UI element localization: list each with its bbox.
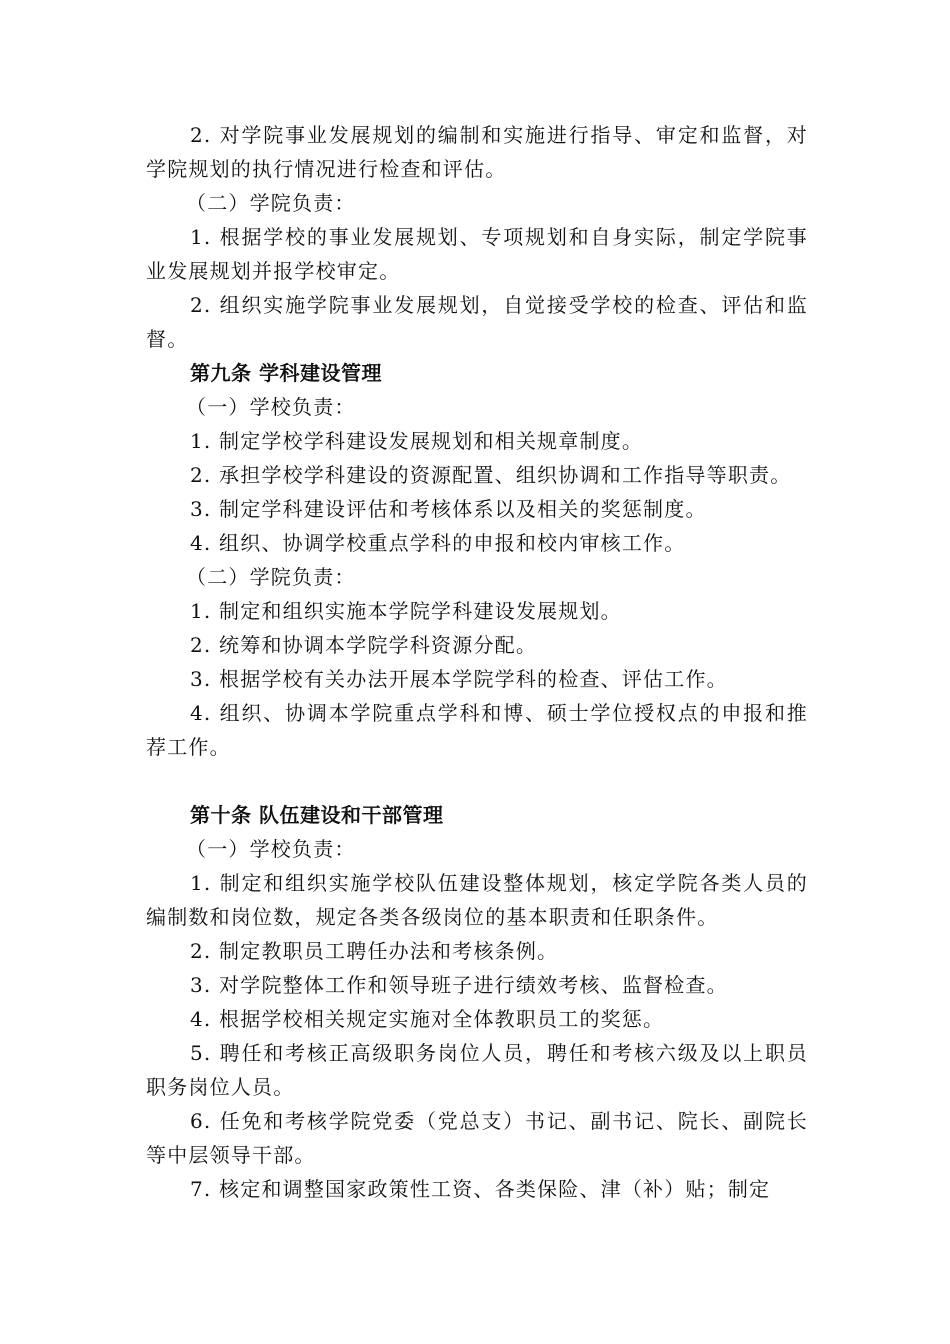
document-body xyxy=(146,118,808,1206)
list-item: 4. 组织、协调本学院重点学科和博、硕士学位授权点的申报和推荐工作。 xyxy=(146,701,808,759)
list-item: 2. 制定教职员工聘任办法和考核条例。 xyxy=(190,939,559,963)
list-item: 4. 根据学校相关规定实施对全体教职员工的奖惩。 xyxy=(190,1007,665,1031)
paragraph: 1. 根据学校的事业发展规划、专项规划和自身实际，制定学院事业发展规划并报学校审定。 xyxy=(146,225,808,283)
article-heading: 第九条 学科建设管理 xyxy=(190,361,382,385)
list-item: 4. 组织、协调学校重点学科的申报和校内审核工作。 xyxy=(190,531,686,555)
list-item: 1. 制定和组织实施本学院学科建设发展规划。 xyxy=(190,599,622,623)
list-item: 5. 聘任和考核正高级职务岗位人员，聘任和考核六级及以上职员职务岗位人员。 xyxy=(146,1041,808,1099)
list-item: 2. 承担学校学科建设的资源配置、组织协调和工作指导等职责。 xyxy=(190,463,792,487)
list-item: 7. 核定和调整国家政策性工资、各类保险、津（补）贴；制定 xyxy=(190,1177,771,1201)
subsection-label: （二）学院负责： xyxy=(186,191,356,215)
article-heading: 第十条 队伍建设和干部管理 xyxy=(190,803,444,827)
subsection-label: （一）学校负责： xyxy=(186,837,356,861)
list-item: 6. 任免和考核学院党委（党总支）书记、副书记、院长、副院长等中层领导干部。 xyxy=(146,1109,808,1167)
subsection-label: （一）学校负责： xyxy=(186,395,356,419)
list-item: 2. 统筹和协调本学院学科资源分配。 xyxy=(190,633,538,657)
list-item: 3. 根据学校有关办法开展本学院学科的检查、评估工作。 xyxy=(190,667,728,691)
list-item: 1. 制定学校学科建设发展规划和相关规章制度。 xyxy=(190,429,644,453)
list-item: 3. 对学院整体工作和领导班子进行绩效考核、监督检查。 xyxy=(190,973,728,997)
section-spacer xyxy=(146,764,808,798)
list-item: 3. 制定学科建设评估和考核体系以及相关的奖惩制度。 xyxy=(190,497,707,521)
subsection-label: （二）学院负责： xyxy=(186,565,356,589)
paragraph: 2. 组织实施学院事业发展规划，自觉接受学校的检查、评估和监督。 xyxy=(146,293,808,351)
paragraph: 2. 对学院事业发展规划的编制和实施进行指导、审定和监督，对学院规划的执行情况进行检查和评估。 xyxy=(146,123,808,181)
list-item: 1. 制定和组织实施学校队伍建设整体规划，核定学院各类人员的编制数和岗位数，规定各类各级岗位的基本职责和任职条件。 xyxy=(146,871,808,929)
